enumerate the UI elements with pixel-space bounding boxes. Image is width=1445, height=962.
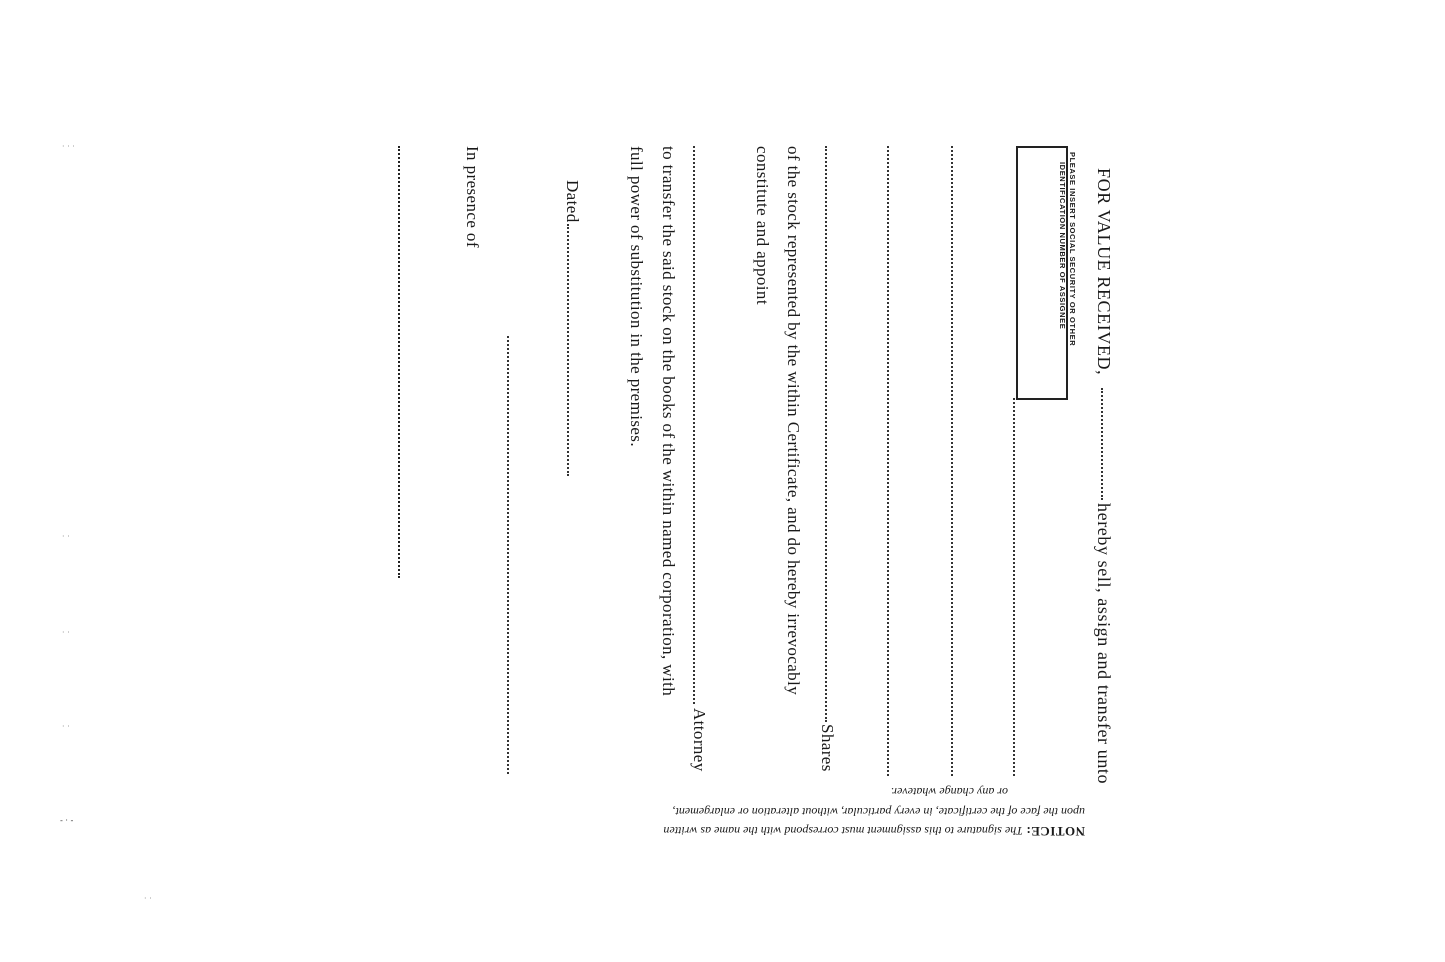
heading: FOR VALUE RECEIVED, — [1094, 168, 1114, 376]
assignee-line-2[interactable] — [951, 146, 953, 776]
scan-speck: - · - — [60, 816, 74, 825]
attorney-blank-line[interactable] — [693, 146, 695, 704]
dated-label: Dated — [563, 180, 582, 223]
shares-blank-line[interactable] — [825, 146, 827, 722]
ssn-label-line1: PLEASE INSERT SOCIAL SECURITY OR OTHER — [1068, 152, 1077, 347]
ssn-input-box[interactable] — [1016, 146, 1068, 400]
scan-speck: · · · — [62, 142, 75, 151]
shares-label: Shares — [818, 724, 837, 772]
transfer-text-line1: to transfer the said stock on the books of the within named corporation, with — [659, 146, 678, 697]
signature-line[interactable] — [507, 336, 509, 774]
assignee-line-3[interactable] — [887, 146, 889, 776]
notice-line3: or any change whatever. — [890, 785, 1008, 799]
stock-text-line2: constitute and appoint — [753, 146, 772, 305]
assignee-line-1[interactable] — [1013, 398, 1015, 776]
notice-text-1: The signature to this assignment must correspond with the name as written — [663, 824, 1023, 838]
transfer-text-line2: full power of substitution in the premises. — [627, 146, 646, 447]
stock-text-line1: of the stock represented by the within Certificate, and do hereby irrevocably — [784, 146, 803, 696]
ssn-label-line2: IDENTIFICATION NUMBER OF ASSIGNEE — [1058, 162, 1067, 330]
heading-tail: hereby sell, assign and transfer unto — [1094, 503, 1114, 785]
scan-speck: · · — [144, 894, 152, 903]
dated-blank-line[interactable] — [567, 224, 569, 476]
attorney-label: Attorney — [690, 708, 709, 772]
heading-blank-line[interactable] — [1101, 388, 1103, 500]
notice-label: NOTICE: — [1025, 824, 1085, 839]
witness-signature-line[interactable] — [398, 146, 400, 578]
presence-label: In presence of — [463, 146, 482, 248]
scan-speck: · · — [62, 532, 70, 541]
notice-line2: upon the face of the certificate, in every particular, without alteration or enlargement, — [672, 805, 1085, 819]
scan-speck: · · — [62, 722, 70, 731]
notice-line1 — [663, 825, 1085, 838]
scan-speck: · · — [62, 628, 70, 637]
